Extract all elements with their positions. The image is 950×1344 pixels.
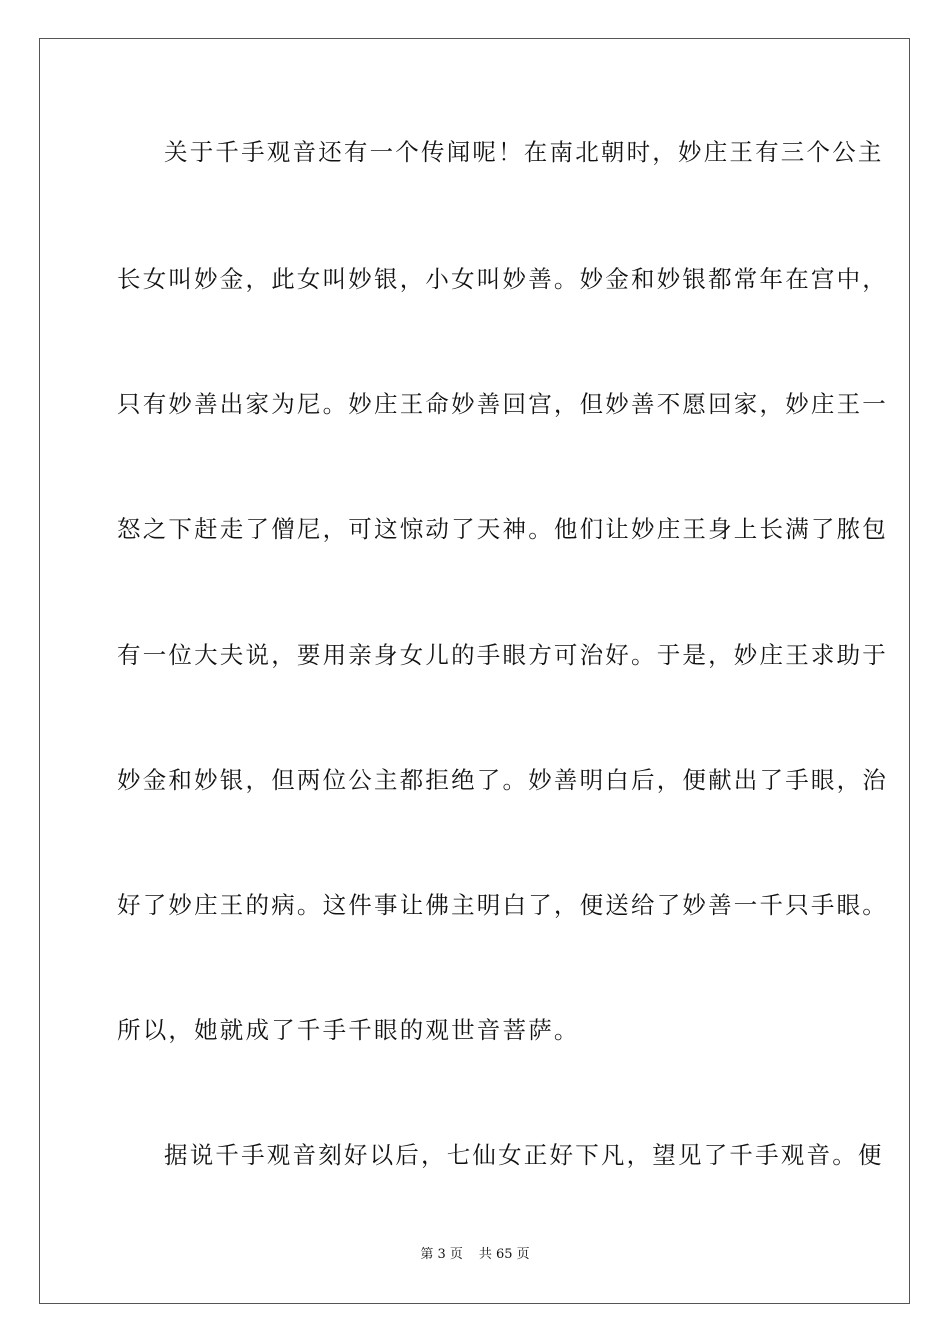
page-border bbox=[39, 38, 910, 1304]
page-total: 共 65 页 bbox=[478, 1247, 530, 1262]
paragraph-line: 怒之下赶走了僧尼，可这惊动了天神。他们让妙庄王身上长满了脓包 bbox=[117, 515, 888, 543]
paragraph-line: 妙金和妙银，但两位公主都拒绝了。妙善明白后，便献出了手眼，治 bbox=[117, 766, 888, 794]
paragraph-line: 有一位大夫说，要用亲身女儿的手眼方可治好。于是，妙庄王求助于 bbox=[117, 641, 888, 669]
paragraph-line: 长女叫妙金，此女叫妙银，小女叫妙善。妙金和妙银都常年在宫中， bbox=[117, 265, 888, 293]
paragraph-line: 所以，她就成了千手千眼的观世音菩萨。 bbox=[117, 1016, 580, 1044]
page-number: 第 3 页 bbox=[420, 1247, 463, 1262]
paragraph-line: 只有妙善出家为尼。妙庄王命妙善回宫，但妙善不愿回家，妙庄王一 bbox=[117, 390, 888, 418]
page-footer bbox=[0, 1247, 950, 1263]
paragraph-line: 好了妙庄王的病。这件事让佛主明白了，便送给了妙善一千只手眼。 bbox=[117, 891, 888, 919]
paragraph-line: 据说千手观音刻好以后，七仙女正好下凡，望见了千手观音。便 bbox=[164, 1141, 884, 1169]
paragraph-line: 关于千手观音还有一个传闻呢！在南北朝时，妙庄王有三个公主 bbox=[164, 138, 884, 166]
